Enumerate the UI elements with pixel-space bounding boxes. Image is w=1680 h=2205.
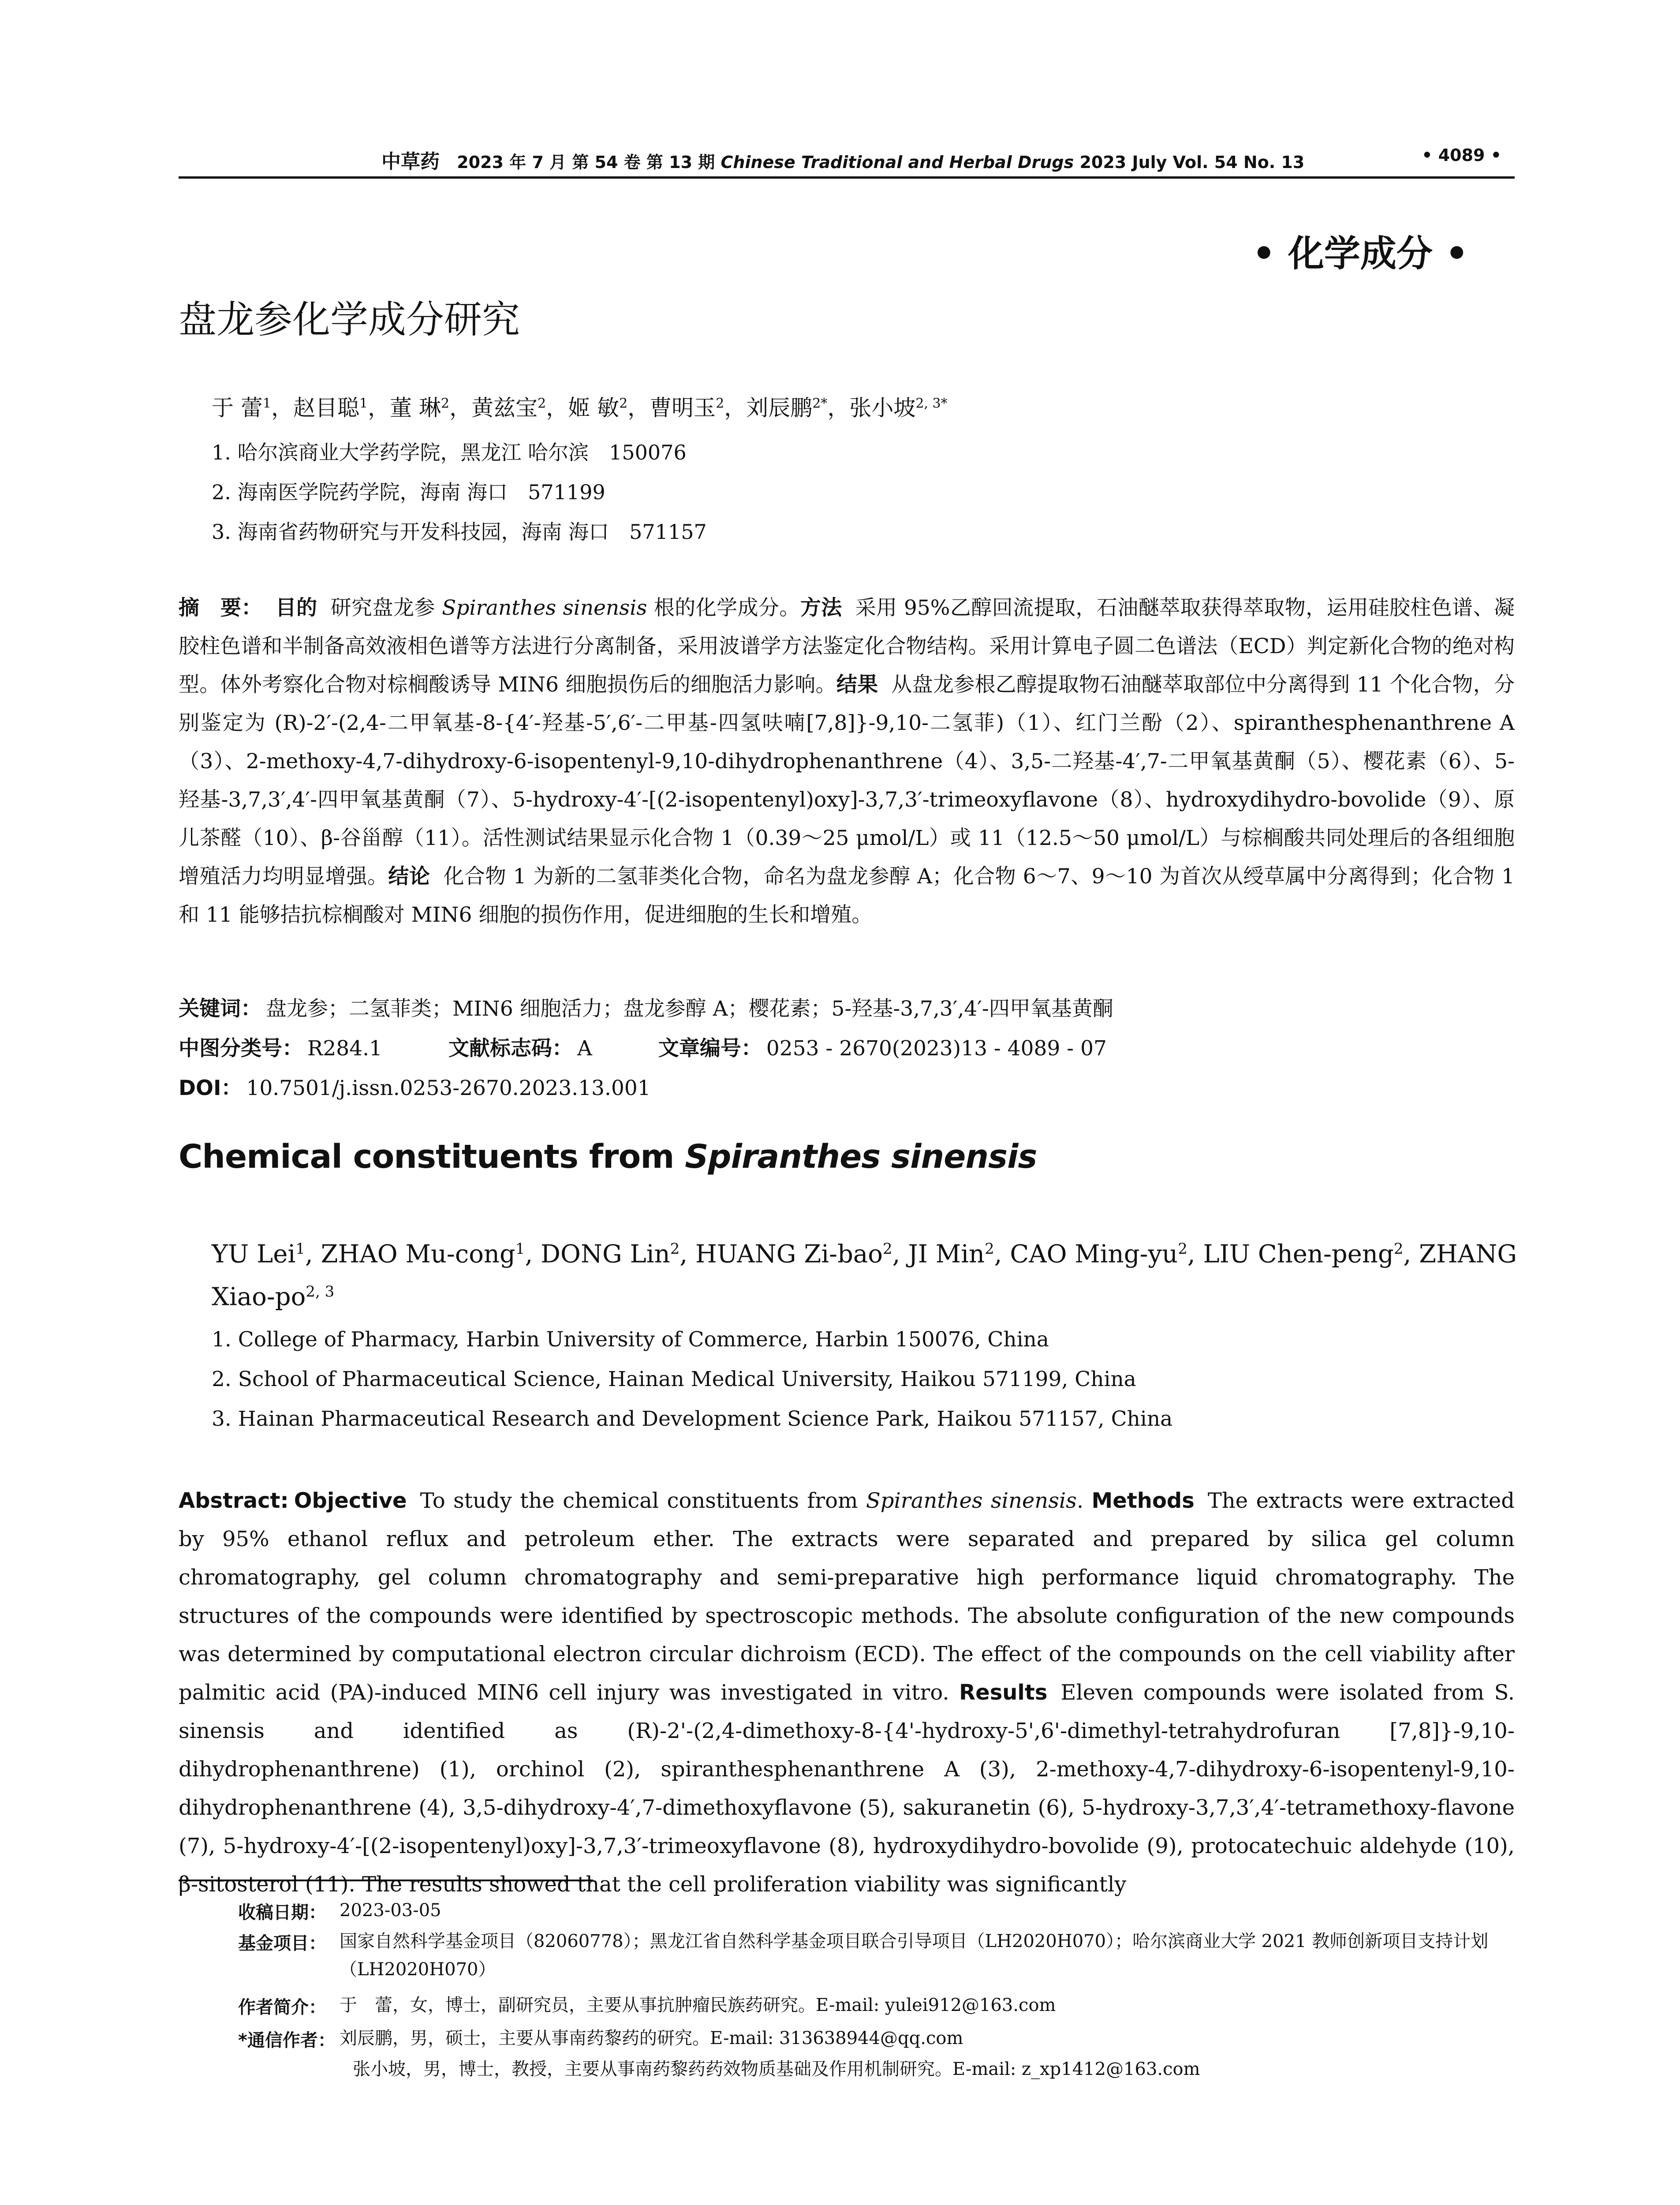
author-cn-name: 董 琳: [390, 395, 441, 421]
abstract-en-label: Abstract:: [179, 1488, 289, 1513]
methods-cn: 采用 95%乙醇回流提取，石油醚萃取获得萃取物，运用硅胶柱色谱、凝胶柱色谱和半制备高效液相色谱等方法进行分离制备，采用波谱学方法鉴定化合物结构。采用计算电子圆二色谱法（ECD）判定新化合物的绝对构型。体外考察化合物对棕榈酸诱导 MIN6 细胞损伤后的细胞活力影响。: [179, 596, 1515, 697]
author-cn-name: 姬 敏: [568, 395, 620, 421]
objective-cn-label: 目的: [275, 596, 317, 620]
author-en-affiliation-mark: 2: [1393, 1240, 1404, 1258]
objective-en-pre: To study the chemical constituents from: [420, 1488, 866, 1513]
results-en-label: Results: [959, 1680, 1048, 1705]
issue-cn: 2023 年 7 月 第 54 卷 第 13 期: [457, 153, 715, 172]
issue-en: 2023 July Vol. 54 No. 13: [1079, 153, 1305, 172]
species-cn: Spiranthes sinensis: [442, 596, 647, 620]
author-cn-affiliation-mark: 2: [716, 396, 724, 411]
author-en-affiliation-mark: 2: [1178, 1240, 1187, 1258]
doi: [179, 1072, 651, 1101]
received-label: 收稿日期：: [238, 1902, 326, 1923]
abstract-cn-label: 摘 要：: [179, 596, 262, 620]
fund-text: 国家自然科学基金项目（82060778）；黑龙江省自然科学基金项目联合引导项目（LH2020H070）；哈尔滨商业大学 2021 教师创新项目支持计划（LH2020H070）: [340, 1931, 1489, 1980]
abstract-en: [179, 1482, 1515, 1904]
objective-en-post: .: [1076, 1488, 1084, 1513]
conclusion-cn-label: 结论: [388, 864, 430, 889]
abstract-cn: [179, 589, 1515, 934]
results-cn-label: 结果: [836, 673, 878, 697]
objective-cn-post: 根的化学成分。: [647, 596, 800, 620]
received-date: 2023-03-05: [340, 1900, 441, 1921]
affiliation-cn-2: 2. 海南医学院药学院，海南 海口 571199: [212, 480, 605, 504]
author-cn-name: 曹明玉: [650, 395, 716, 421]
corresponding-author-1: 刘辰鹏，男，硕士，主要从事南药黎药的研究。E-mail: 313638944@qq.com: [340, 2028, 963, 2048]
affiliation-en-2: 2. School of Pharmaceutical Science, Hainan Medical University, Haikou 571199, China: [212, 1367, 1136, 1391]
methods-en-label: Methods: [1091, 1488, 1195, 1513]
affiliation-en-1: 1. College of Pharmacy, Harbin University of Commerce, Harbin 150076, China: [212, 1327, 1049, 1352]
author-en-name: DONG Lin: [541, 1240, 670, 1269]
keywords: [179, 992, 1113, 1022]
author-en-name: ZHAO Mu-cong: [321, 1240, 515, 1269]
objective-en-label: Objective: [294, 1488, 407, 1513]
affiliation-cn-3: 3. 海南省药物研究与开发科技园，海南 海口 571157: [212, 520, 707, 544]
corresponding-label: *通信作者：: [238, 2030, 336, 2051]
journal-info: [381, 146, 1304, 174]
title-en: [179, 1138, 1037, 1176]
journal-logo: 中草药: [381, 150, 440, 173]
classification: [179, 1032, 1107, 1061]
authors-en: YU Lei$^1$, ZHAO Mu-cong$^1$, DONG Lin$^2$, HUANG Zi-bao$^2$, JI Min$^2$, CAO Ming-$yu^2$, LIU Chen-peng$^2$, ZHANG Xiao-po$^{2, 3}$: [212, 1240, 1517, 1312]
doc-code-value: A: [577, 1036, 592, 1061]
title-en-prefix: Chemical constituents from: [179, 1138, 685, 1176]
author-en-name: CAO Ming-yu: [1010, 1240, 1178, 1269]
author-en-name: ZHANG Xiao-po: [212, 1240, 1517, 1312]
title-cn: 盘龙参化学成分研究: [179, 298, 520, 342]
journal-name-en: Chinese Traditional and Herbal Drugs: [721, 153, 1074, 172]
author-en-affiliation-mark: 2, 3: [306, 1282, 335, 1301]
author-en-affiliation-mark: 2: [985, 1240, 994, 1258]
fund-label: 基金项目：: [238, 1933, 326, 1954]
doi-label: DOI：: [179, 1076, 242, 1100]
author-en-name: HUANG Zi-bao: [695, 1240, 883, 1269]
section-label: • 化学成分 •: [1252, 233, 1468, 275]
results-en: Eleven compounds were isolated from S. sinensis and identified as (R)-2'-(2,4-dimethoxy-8-{4'-hydroxy-5',6'-dimethyl-tetrahydrofuran [7,8]}-9,10-dihydrophenanthrene) (1), orchinol (2), spiranthesphenanthrene A (3), 2-methoxy-4,7-dihydroxy-6-isopentenyl-9,10-dihydrophenanthrene (4), 3,5-dihydroxy-4′,7-dimethoxyflavone (5), sakuranetin (6), 5-hydroxy-3,7,3′,4′-tetramethoxy-flavone (7), 5-hydroxy-4′-[(2-isopentenyl)oxy]-3,7,3′-trimeoxyflavone (8), hydroxydihydro-bovolide (9), protocatechuic aldehyde (10), β-sitosterol (11). The results showed that the cell proliferation viability was significantly: [179, 1680, 1515, 1897]
author-cn-affiliation-mark: 2: [619, 396, 628, 411]
author-cn-affiliation-mark: 1: [359, 396, 368, 411]
affiliation-cn-1: 1. 哈尔滨商业大学药学院，黑龙江 哈尔滨 150076: [212, 441, 687, 464]
doc-code-label: 文献标志码：: [448, 1036, 573, 1061]
species-en: Spiranthes sinensis: [866, 1488, 1077, 1513]
author-cn-affiliation-mark: 2: [538, 396, 546, 411]
running-header: [179, 141, 1515, 179]
conclusion-cn: 化合物 1 为新的二氢菲类化合物，命名为盘龙参醇 A；化合物 6～7、9～10 为首次从绶草属中分离得到；化合物 1 和 11 能够拮抗棕榈酸对 MIN6 细胞的损伤作用，促进细胞的生长和增殖。: [179, 864, 1515, 927]
corresponding-author-2: 张小坡，男，博士，教授，主要从事南药黎药药效物质基础及作用机制研究。E-mail: z_xp1412@163.com: [353, 2059, 1200, 2079]
author-cn-name: 于 蕾: [212, 395, 263, 421]
author-en-name: JI Min: [908, 1240, 985, 1269]
author-en-name: YU Lei: [212, 1240, 296, 1269]
results-cn: 从盘龙参根乙醇提取物石油醚萃取部位中分离得到 11 个化合物，分别鉴定为 (R)-2′-(2,4-二甲氧基-8-{4′-羟基-5′,6′-二甲基-四氢呋喃[7,8]}-9,10-二氢菲)（1）、红门兰酚（2）、spiranthesphenanthrene A（3）、2-methoxy-4,7-dihydroxy-6-isopentenyl-9,10-dihydrophenanthrene（4）、3,5-二羟基-4′,7-二甲氧基黄酮（5）、樱花素（6）、5-羟基-3,7,3′,4′-四甲氧基黄酮（7）、5-hydroxy-4′-[(2-isopentenyl)oxy]-3,7,3′-trimeoxyflavone（8）、hydroxydihydro-bovolide（9）、原儿茶醛（10）、β-谷甾醇（11）。活性测试结果显示化合物 1（0.39～25 μmol/L）或 11（12.5～50 μmol/L）与棕榈酸共同处理后的各组细胞增殖活力均明显增强。: [179, 673, 1515, 889]
author-en-affiliation-mark: 1: [295, 1240, 305, 1258]
keywords-text: 盘龙参；二氢菲类；MIN6 细胞活力；盘龙参醇 A；樱花素；5-羟基-3,7,3′,4′-四甲氧基黄酮: [266, 997, 1113, 1021]
author-en-affiliation-mark: 2: [670, 1240, 680, 1258]
page-number: • 4089 •: [1422, 146, 1501, 165]
objective-cn-pre: 研究盘龙参: [330, 596, 442, 620]
author-cn-affiliation-mark: 2*: [812, 396, 828, 411]
methods-cn-label: 方法: [800, 596, 842, 620]
article-number-value: 0253 - 2670(2023)13 - 4089 - 07: [766, 1036, 1107, 1061]
author-bio-text: 于 蕾，女，博士，副研究员，主要从事抗肿瘤民族药研究。E-mail: yulei912@163.com: [340, 1995, 1056, 2015]
author-cn-affiliation-mark: 1: [262, 396, 271, 411]
author-cn-name: 黄兹宝: [471, 395, 538, 421]
methods-en: The extracts were extracted by 95% ethanol reflux and petroleum ether. The extracts were separated and prepared by silica gel column chromatography, gel column chromatography and semi-preparative high performance liquid chromatography. The structures of the compounds were identified by spectroscopic methods. The absolute configuration of the new compounds was determined by computational electron circular dichroism (ECD). The effect of the compounds on the cell viability after palmitic acid (PA)-induced MIN6 cell injury was investigated in vitro.: [179, 1488, 1515, 1705]
title-en-species: Spiranthes sinensis: [685, 1138, 1037, 1176]
author-cn-name: 张小坡: [849, 395, 916, 421]
doi-value[interactable]: 10.7501/j.issn.0253-2670.2023.13.001: [246, 1076, 651, 1100]
keywords-label: 关键词：: [179, 997, 261, 1021]
clc-label: 中图分类号：: [179, 1036, 303, 1061]
author-cn-affiliation-mark: 2: [441, 396, 450, 411]
author-bio-label: 作者简介：: [238, 1997, 326, 2018]
author-en-name: LIU Chen-peng: [1203, 1240, 1394, 1269]
author-cn-affiliation-mark: 2, 3*: [915, 396, 948, 411]
author-cn-name: 刘辰鹏: [746, 395, 813, 421]
authors-cn: 于 蕾$^1$，赵目聪$^1$，董 琳$^2$，黄兹宝$^2$，姬 敏$^2$，曹明玉$^2$，刘辰鹏$^{2*}$，张小坡$^{2, 3*}$: [212, 395, 948, 421]
author-cn-name: 赵目聪: [293, 395, 359, 421]
affiliation-en-3: 3. Hainan Pharmaceutical Research and Development Science Park, Haikou 571157, China: [212, 1407, 1173, 1431]
author-en-affiliation-mark: 1: [515, 1240, 525, 1258]
article-number-label: 文章编号：: [658, 1036, 762, 1061]
footnote-divider: [179, 1880, 593, 1881]
clc-value: R284.1: [307, 1036, 382, 1061]
author-en-affiliation-mark: 2: [883, 1240, 892, 1258]
